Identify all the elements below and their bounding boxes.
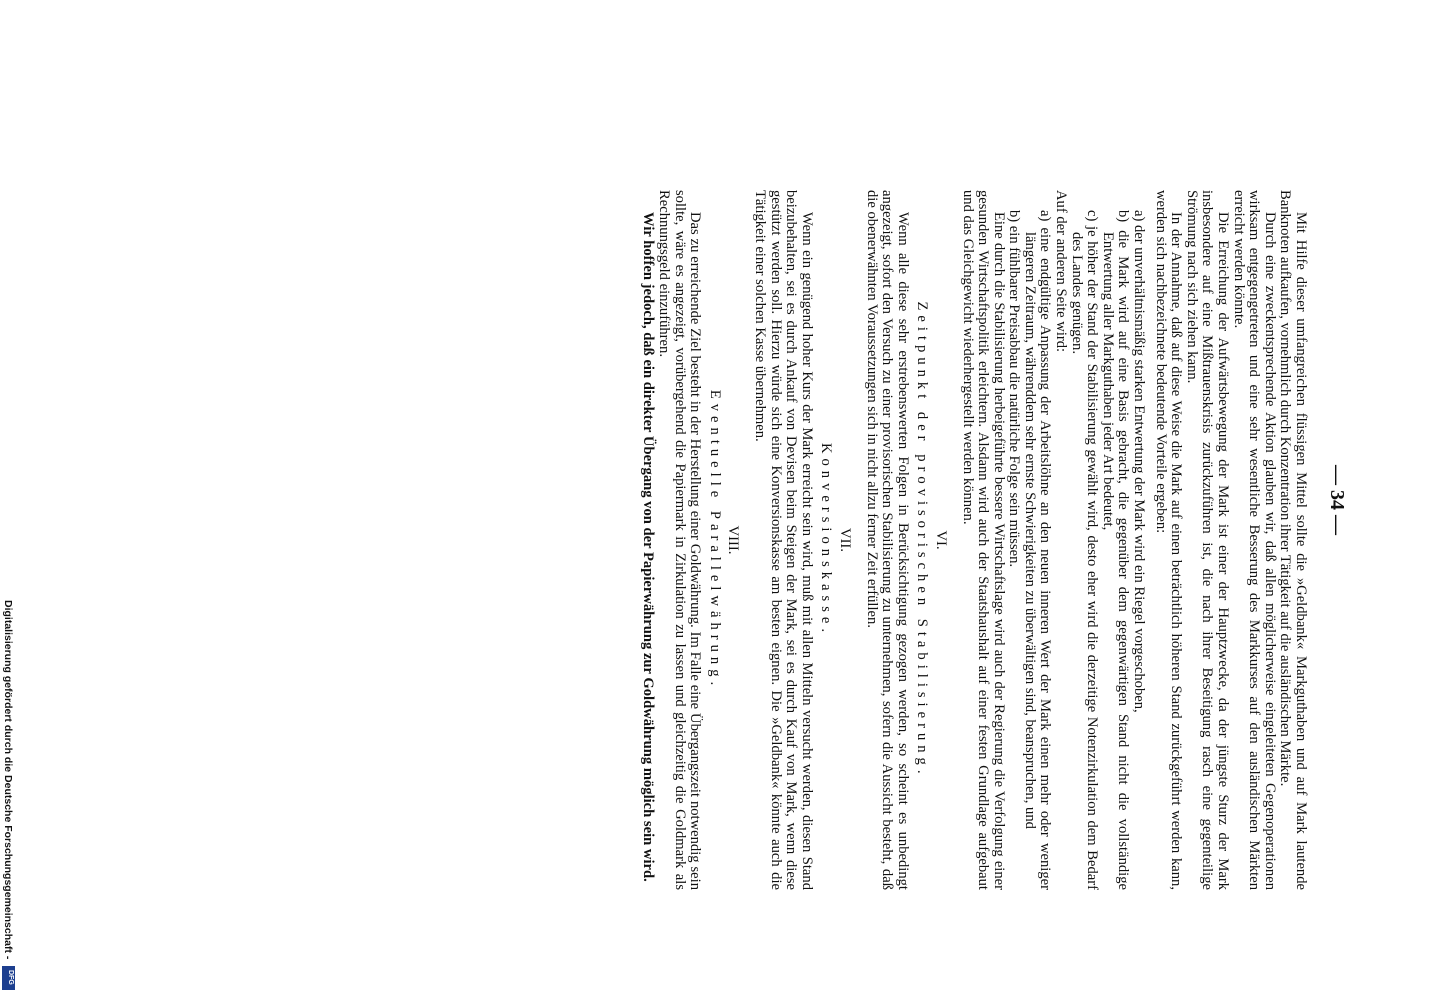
section-title: Eventuelle Parallelwährung.	[706, 389, 723, 691]
paragraph-bold: Wir hoffen jedoch, daß ein direkter Übergang von der Papierwährung zur Goldwährung möglich sein wird.	[640, 212, 657, 882]
body-text	[640, 190, 1308, 890]
credit-text: Digitalisierung gefördert durch die Deutsche Forschungsgemeinschaft -	[2, 600, 14, 960]
paragraph: Eine durch die Stabilisierung herbeigeführte bessere Wirtschaftslage wird auch der Regierung die Verfolgung einer gesunden Wirtschaftspolitik erleichtern. Alsdann wird auch der Staatshaushalt auf einer festen Grundlage aufgebaut und das Gleichgewicht wiederhergestellt werden können.	[959, 190, 1007, 890]
section-number: VIII.	[725, 525, 742, 555]
paragraph: Auf der anderen Seite wird:	[1053, 190, 1070, 353]
section-number: VII.	[836, 528, 853, 552]
paragraph: In der Annahme, daß auf diese Weise die Mark auf einen beträchtlich höheren Stand zurückgeführt werden kann, werden sich nachbezeichnete bedeutende Vorteile ergeben:	[1152, 190, 1185, 890]
paragraph: Mit Hilfe dieser umfangreichen flüssigen Mittel sollte die »Geldbank« Markguthaben und auf Mark lautende Banknoten aufkaufen, vornehmlich durch Konzentration ihrer Tätigkeit auf die ausländischen Märkte.	[1277, 190, 1309, 890]
logo-text: DFG	[7, 970, 14, 985]
section-title: Zeitpunkt der provisorischen Stabilisierung.	[914, 301, 931, 779]
paragraph: Die Erreichung der Aufwärtsbewegung der Mark ist einer der Hauptzwecke, da der jüngste Sturz der Mark insbesondere auf eine Mißtrauenskrisis zurückzuführen ist, die nach ihrer Beseitigung rasch eine gegenteilige Strömung nach sich ziehen kann.	[1183, 190, 1232, 890]
list-item: c) je höher der Stand der Stabilisierung gewählt wird, desto eher wird die derzeitige Notenzirkulation dem Bedarf des Landes genügen.	[1068, 210, 1101, 890]
list-item: a) der unverhältnismäßig starken Entwertung der Mark wird ein Riegel vorgeschoben,	[1131, 210, 1148, 713]
page-number: — 34 —	[1326, 465, 1348, 535]
section-number: VI.	[932, 530, 949, 550]
list-item: b) ein fühlbarer Preisabbau die natürliche Folge sein müssen.	[1006, 210, 1023, 568]
dfg-logo-icon	[2, 966, 15, 990]
section-title: Konversionskasse.	[818, 442, 835, 638]
list-item: b) die Mark wird auf eine Basis gebracht, die gegenüber dem gegenwärtigen Stand nicht die vollständige Entwertung aller Markguthaben jeder Art bedeutet,	[1099, 210, 1132, 890]
paragraph: Wenn alle diese sehr erstrebenswerten Folgen in Berücksichtigung gezogen werden, so scheint es unbedingt angezeigt, sofort den Versuch zu einer provisorischen Stabilisierung zu unternehmen, sofern die Aussicht besteht, daß die obenerwähnten Voraussetzungen sich in nicht allzu ferner Zeit erfüllen.	[863, 190, 911, 890]
paragraph: Durch eine zweckentsprechende Aktion glauben wir, daß allen möglicherweise eingeleiteten Gegenoperationen wirksam entgegengetreten und eine sehr wesentliche Besserung des Markkurses auf den ausländischen Märkten erreicht werden könnte.	[1230, 190, 1278, 890]
paragraph: Das zu erreichende Ziel besteht in der Herstellung einer Goldwährung. Im Falle eine Übergangszeit notwendig sein sollte, wäre es angezeigt, vorübergehend die Papiermark in Zirkulation zu lassen und gleichzeitig die Goldmark als Rechnungsgeld einzuführen.	[656, 190, 704, 890]
paragraph	[640, 190, 656, 890]
digitization-credit	[0, 600, 16, 1000]
list-item: a) eine endgültige Anpassung der Arbeitslöhne an den neuen inneren Wert der Mark einen mehr oder weniger längeren Zeitraum, währenddem sehr ernste Schwierigkeiten zu überwältigen sind, beanspruchen, und	[1021, 210, 1054, 890]
paragraph: Wenn ein genügend hoher Kurs der Mark erreicht sein wird, muß mit allen Mitteln versucht werden, diesen Stand beizubehalten, sei es durch Ankauf von Devisen beim Steigen der Mark, sei es durch Kauf von Mark, wenn diese gestützt werden soll. Hierzu würde sich eine Konversionskasse am besten eignen. Die »Geldbank« könnte auch die Tätigkeit einer solchen Kasse übernehmen.	[752, 190, 815, 890]
